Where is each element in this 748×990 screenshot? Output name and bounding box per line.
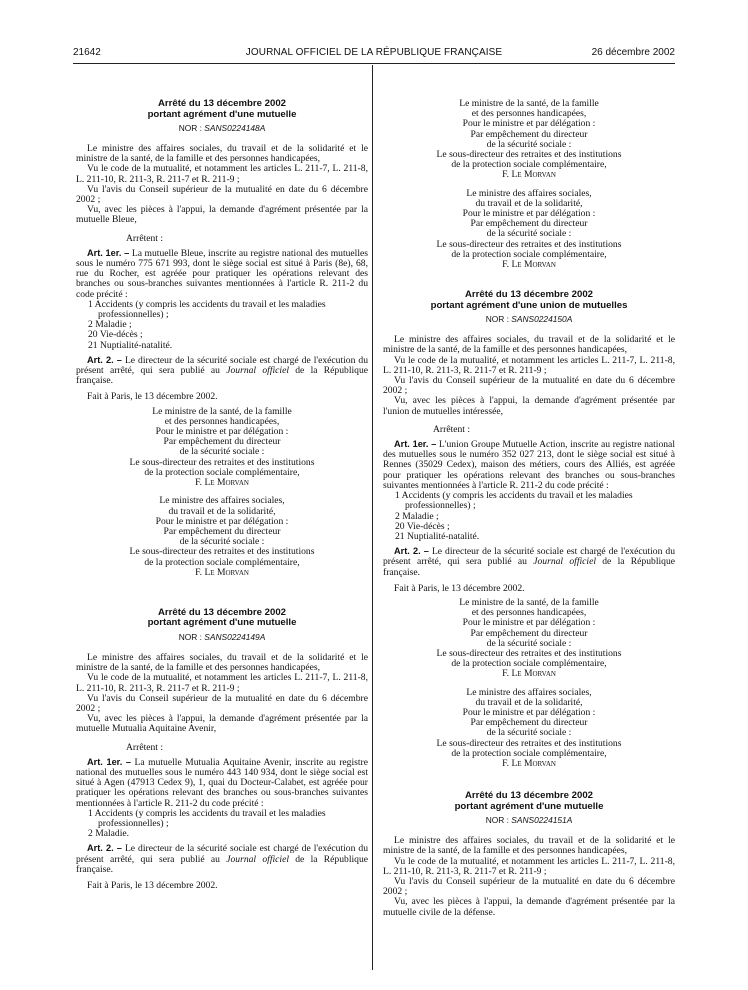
visa: Le ministre des affaires sociales, du travail et de la solidarité et le ministre de la santé, de la famille et des personnes handicapées, — [383, 835, 675, 857]
visa: Vu, avec les pièces à l'appui, la demande d'agrément présentée par la mutuelle Mutualia Aquitaine Avenir, — [76, 713, 368, 735]
signer: F. Le Morvan — [502, 259, 556, 271]
branch-item: 1 Accidents (y compris les accidents du travail et les maladies professionnelles) ; — [88, 298, 326, 321]
signer: F. Le Morvan — [502, 169, 556, 181]
signer: F. Le Morvan — [502, 757, 556, 769]
decree-148 — [76, 99, 368, 578]
column-divider — [372, 65, 373, 970]
visa: Vu l'avis du Conseil supérieur de la mutualité en date du 6 décembre 2002 ; — [76, 692, 368, 714]
visa: Vu, avec les pièces à l'appui, la demande d'agrément présentée par la mutuelle civile de la défense. — [383, 896, 675, 918]
visa: Vu l'avis du Conseil supérieur de la mutualité en date du 6 décembre 2002 ; — [383, 875, 675, 898]
signer: F. Le Morvan — [195, 566, 249, 578]
signer: F. Le Morvan — [502, 668, 556, 680]
signature-block-sante-149: Le ministre de la santé, de la famille et des personnes handicapées, Pour le ministre et par délégation : Par empêchement du directeur de la sécurité sociale : Le sous-directeur des retraites et des institutions de la protection sociale complémentaire, F. Le Morvan — [383, 99, 675, 181]
nor-reference: NOR : SANS0224149A — [178, 631, 266, 642]
decree-149 — [76, 608, 368, 891]
visa: Vu l'avis du Conseil supérieur de la mutualité en date du 6 décembre 2002 ; — [383, 375, 675, 397]
signature-block-affaires-150: Le ministre des affaires sociales, du travail et de la solidarité, Pour le ministre et par délégation : Par empêchement du directeur de la sécurité sociale : Le sous-directeur des retraites et des institutions de la protection sociale complémentaire, F. Le Morvan — [383, 688, 675, 770]
branch-item: 2 Maladie. — [88, 828, 130, 840]
branch-item: 21 Nuptialité-natalité. — [88, 339, 173, 351]
decree-title: Arrêté du 13 décembre 2002 — [158, 606, 286, 618]
signature-block-affaires-149: Le ministre des affaires sociales, du travail et de la solidarité, Pour le ministre et par délégation : Par empêchement du directeur de la sécurité sociale : Le sous-directeur des retraites et des institutions de la protection sociale complémentaire, F. Le Morvan — [383, 189, 675, 271]
nor-reference: NOR : SANS0224148A — [178, 123, 266, 133]
decree-title: Arrêté du 13 décembre 2002 — [465, 289, 593, 301]
arretent: Arrêtent : — [433, 423, 471, 435]
decree-title: Arrêté du 13 décembre 2002 — [158, 98, 286, 109]
visa: Vu, avec les pièces à l'appui, la demande d'agrément présentée par la mutuelle Bleue, — [76, 204, 368, 226]
decree-150 — [383, 290, 675, 769]
branch-item: 1 Accidents (y compris les accidents du travail et les maladies professionnelles) ; — [395, 490, 633, 512]
arretent: Arrêtent : — [126, 741, 164, 753]
article-1: Art. 1er. – La mutuelle Bleue, inscrite au registre national des mutuelles sous le numéro 775 671 993, dont le siège social est situé à Paris (8e), 68, rue du Rocher, est agréée pour pratiquer les opérations relevant des branches ou sous-branches suivantes mentionnées à l'article R. 211-2 du code précité : — [76, 247, 368, 300]
visa: Vu le code de la mutualité, et notamment les articles L. 211-7, L. 211-8, L. 211-10, R. 211-3, R. 211-7 et R. 211-9 ; — [383, 354, 675, 376]
article-2: Art. 2. – Le directeur de la sécurité sociale est chargé de l'exécution du présent arrêté, qui sera publié au Journal officiel de la République française. — [76, 354, 369, 387]
article-2: Art. 2. – Le directeur de la sécurité sociale est chargé de l'exécution du présent arrêté, qui sera publié au Journal officiel de la République française. — [383, 546, 676, 578]
decree-subtitle: portant agrément d'une mutuelle — [147, 108, 297, 120]
nor-reference: NOR : SANS0224151A — [485, 815, 573, 826]
decree-title: Arrêté du 13 décembre 2002 — [465, 790, 593, 802]
signature-date: Fait à Paris, le 13 décembre 2002. — [394, 582, 525, 594]
visa: Le ministre des affaires sociales, du travail et de la solidarité et le ministre de la santé, de la famille et des personnes handicapées, — [383, 334, 675, 356]
article-1: Art. 1er. – La mutuelle Mutualia Aquitaine Avenir, inscrite au registre national des mutuelles sous le numéro 443 140 934, dont le siège social est situé à Agen (47913 Cedex 9), 1, quai du Docteur-Calabet, est agréée pour pratiquer les opérations relevant des branches ou sous-branches suivantes mentionnées à l'article R. 211-2 du code précité : — [76, 756, 368, 809]
left-column — [76, 64, 368, 895]
branch-item: 2 Maladie ; — [395, 510, 439, 522]
branch-item: 2 Maladie ; — [88, 319, 132, 331]
issue-date: 26 décembre 2002 — [591, 47, 675, 58]
visa: Le ministre des affaires sociales, du travail et de la solidarité et le ministre de la santé, de la famille et des personnes handicapées, — [76, 143, 368, 165]
visa: Vu le code de la mutualité, et notamment les articles L. 211-7, L. 211-8, L. 211-10, R. 211-3, R. 211-7 et R. 211-9 ; — [76, 672, 368, 694]
nor-reference: NOR : SANS0224150A — [485, 314, 573, 325]
signature-block-sante: Le ministre de la santé, de la famille et des personnes handicapées, Pour le ministre et par délégation : Par empêchement du directeur de la sécurité sociale : Le sous-directeur des retraites et des institutions de la protection sociale complémentaire, F. Le Morvan — [76, 407, 368, 489]
arretent: Arrêtent : — [126, 232, 164, 244]
decree-151 — [383, 791, 675, 918]
page-number: 21642 — [73, 47, 101, 58]
visa: Vu, avec les pièces à l'appui, la demande d'agrément présentée par l'union de mutuelles intéressée, — [383, 395, 675, 417]
branch-item: 20 Vie-décès ; — [88, 329, 143, 341]
signer: F. Le Morvan — [195, 477, 249, 489]
signature-date: Fait à Paris, le 13 décembre 2002. — [87, 879, 218, 891]
article-2: Art. 2. – Le directeur de la sécurité sociale est chargé de l'exécution du présent arrêté, qui sera publié au Journal officiel de la République française. — [76, 843, 369, 875]
branch-item: 20 Vie-décès ; — [395, 520, 450, 532]
visa: Vu le code de la mutualité, et notamment les articles L. 211-7, L. 211-8, L. 211-10, R. 211-3, R. 211-7 et R. 211-9 ; — [383, 855, 675, 877]
decree-subtitle: portant agrément d'une mutuelle — [147, 617, 297, 629]
visa: Le ministre des affaires sociales, du travail et de la solidarité et le ministre de la santé, de la famille et des personnes handicapées, — [76, 651, 368, 674]
page-header — [0, 47, 748, 61]
branch-item: 21 Nuptialité-natalité. — [395, 530, 480, 542]
visa: Vu l'avis du Conseil supérieur de la mutualité en date du 6 décembre 2002 ; — [76, 183, 368, 206]
right-column — [383, 64, 675, 918]
decree-subtitle: portant agrément d'une union de mutuelles — [430, 299, 628, 311]
decree-subtitle: portant agrément d'une mutuelle — [454, 800, 604, 812]
signature-block-affaires: Le ministre des affaires sociales, du travail et de la solidarité, Pour le ministre et par délégation : Par empêchement du directeur de la sécurité sociale : Le sous-directeur des retraites et des institutions de la protection sociale complémentaire, F. Le Morvan — [76, 496, 368, 578]
visa: Vu le code de la mutualité, et notamment les articles L. 211-7, L. 211-8, L. 211-10, R. 211-3, R. 211-7 et R. 211-9 ; — [76, 163, 368, 185]
branch-item: 1 Accidents (y compris les accidents du travail et les maladies professionnelles) ; — [88, 807, 326, 829]
article-1: Art. 1er. – L'union Groupe Mutuelle Action, inscrite au registre national des mutuelles sous le numéro 352 027 213, dont le siège social est situé à Rennes (35029 Cedex), maison des métiers, cours des Alliés, est agréée pour pratiquer les opérations relevant des branches ou sous-branches suivantes mentionnées à l'article R. 211-2 du code précité : — [383, 439, 675, 491]
signature-date: Fait à Paris, le 13 décembre 2002. — [87, 391, 218, 403]
journal-title: JOURNAL OFFICIEL DE LA RÉPUBLIQUE FRANÇAISE — [245, 47, 503, 58]
signature-block-sante-150: Le ministre de la santé, de la famille et des personnes handicapées, Pour le ministre et par délégation : Par empêchement du directeur de la sécurité sociale : Le sous-directeur des retraites et des institutions de la protection sociale complémentaire, F. Le Morvan — [383, 598, 675, 680]
